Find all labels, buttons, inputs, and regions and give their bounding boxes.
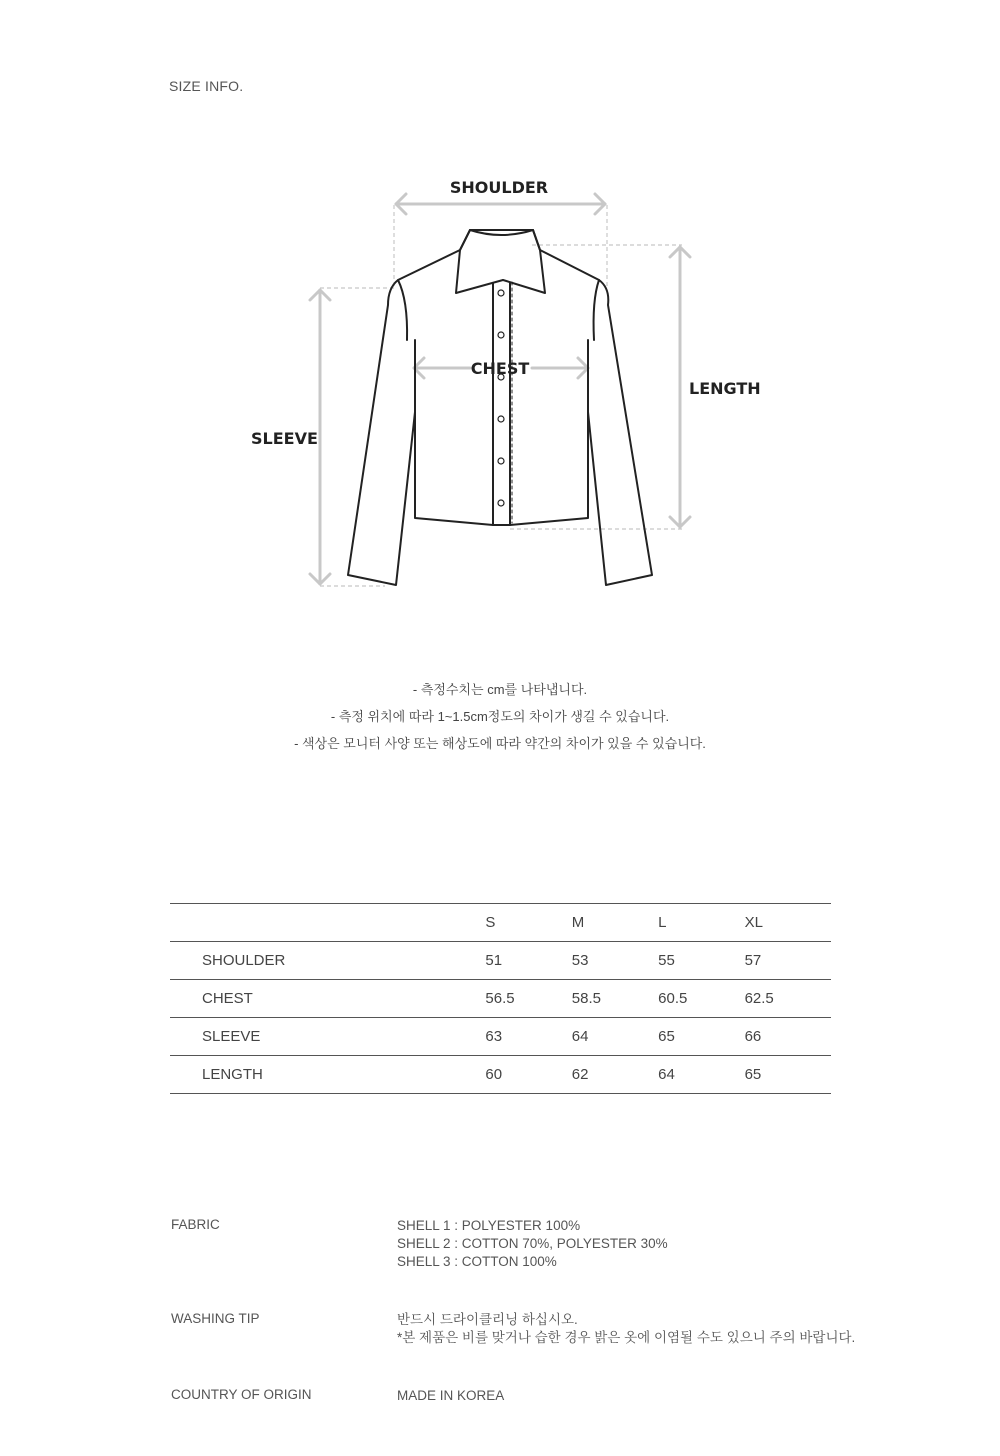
jacket-measurement-diagram <box>0 150 1000 610</box>
cell-value: 55 <box>658 942 744 980</box>
chest-label: CHEST <box>470 359 530 378</box>
sleeve-label: SLEEVE <box>251 429 318 448</box>
washing-tip-label: WASHING TIP <box>171 1311 260 1326</box>
note-line: - 색상은 모니터 사양 또는 해상도에 따라 약간의 차이가 있을 수 있습니다. <box>294 736 706 751</box>
cell-value: 51 <box>485 942 571 980</box>
shoulder-label: SHOULDER <box>449 178 549 197</box>
origin-value <box>397 1387 917 1405</box>
fabric-line: SHELL 1 : POLYESTER 100% <box>397 1218 581 1233</box>
cell-value: 62.5 <box>745 980 831 1018</box>
cell-value: 62 <box>572 1056 658 1094</box>
note-line: - 측정수치는 cm를 나타냅니다. <box>412 682 588 697</box>
fabric-label: FABRIC <box>171 1217 220 1232</box>
size-table-header <box>170 904 831 942</box>
header-size-s: S <box>485 904 571 942</box>
header-empty-cell <box>170 904 485 942</box>
length-label: LENGTH <box>689 379 761 398</box>
buttons <box>498 290 504 506</box>
cell-value: 60 <box>485 1056 571 1094</box>
cell-value: 64 <box>572 1018 658 1056</box>
table-row <box>170 1056 831 1094</box>
cell-value: 53 <box>572 942 658 980</box>
washing-tip-line: *본 제품은 비를 맞거나 습한 경우 밝은 옷에 이염될 수도 있으니 주의 바랍니다. <box>397 1330 856 1345</box>
cell-value: 57 <box>745 942 831 980</box>
washing-tip-line: 반드시 드라이클리닝 하십시오. <box>397 1312 578 1327</box>
table-row <box>170 942 831 980</box>
header-size-m: M <box>572 904 658 942</box>
fabric-line: SHELL 3 : COTTON 100% <box>397 1254 557 1269</box>
row-label: LENGTH <box>170 1056 485 1094</box>
cell-value: 64 <box>658 1056 744 1094</box>
origin-label: COUNTRY OF ORIGIN <box>171 1387 312 1402</box>
row-label: CHEST <box>170 980 485 1018</box>
header-size-xl: XL <box>745 904 831 942</box>
fabric-value <box>397 1217 917 1271</box>
row-label: SHOULDER <box>170 942 485 980</box>
measurement-notes <box>0 680 1000 761</box>
cell-value: 58.5 <box>572 980 658 1018</box>
header-size-l: L <box>658 904 744 942</box>
size-table <box>170 903 831 1094</box>
fabric-line: SHELL 2 : COTTON 70%, POLYESTER 30% <box>397 1236 668 1251</box>
row-label: SLEEVE <box>170 1018 485 1056</box>
table-row <box>170 1018 831 1056</box>
origin-line: MADE IN KOREA <box>397 1388 505 1403</box>
note-line: - 측정 위치에 따라 1~1.5cm정도의 차이가 생길 수 있습니다. <box>330 709 670 724</box>
cell-value: 65 <box>745 1056 831 1094</box>
cell-value: 60.5 <box>658 980 744 1018</box>
cell-value: 56.5 <box>485 980 571 1018</box>
cell-value: 63 <box>485 1018 571 1056</box>
washing-tip-value <box>397 1311 917 1347</box>
table-row <box>170 980 831 1018</box>
cell-value: 65 <box>658 1018 744 1056</box>
section-title: SIZE INFO. <box>169 78 244 94</box>
cell-value: 66 <box>745 1018 831 1056</box>
